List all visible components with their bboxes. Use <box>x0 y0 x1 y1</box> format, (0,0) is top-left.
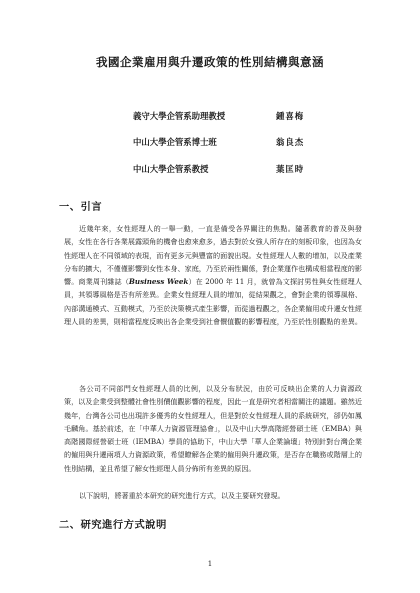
author-line <box>0 136 420 148</box>
body-paragraph <box>64 222 362 328</box>
journal-name: Business Week <box>128 277 189 287</box>
author-name: 鍾喜梅 <box>276 111 305 121</box>
author-line <box>0 163 420 175</box>
paragraph-text: ）在 2000 年 11 月，就曾為文探討男性與女性經理人員，其領導風格是否有所差異。企業女性經理人員的增加，從結果觀之，會對企業的領導風格、內部溝通模式、互動模式，乃至於決策模式產生影響，而從過程觀之，各企業僱用或升遷女性經理人員的差異，則相當程度反映出各企業受到社會價值觀的影響程度，乃至於性別觀點的差異。 <box>64 277 362 327</box>
author-affiliation: 中山大學企管系教授 <box>133 164 209 174</box>
page-number: 1 <box>207 560 213 568</box>
section-heading-introduction: 一、引言 <box>59 201 103 213</box>
paper-title: 我國企業雇用與升遷政策的性別結構與意涵 <box>96 55 324 69</box>
author-name: 翁良杰 <box>276 137 305 147</box>
section-heading-method: 二、研究進行方式說明 <box>59 519 167 531</box>
author-affiliation: 中山大學企管系博士班 <box>133 137 217 147</box>
author-name: 葉匡時 <box>276 164 305 174</box>
author-affiliation: 義守大學企管系助理教授 <box>133 111 226 121</box>
body-paragraph: 各公司不同部門女性經理人員的比例，以及分布狀況，由於可反映出企業的人力資源政策，以及企業受到整體社會性別價值觀影響的程度，因此一直是研究者相當關注的議題。雖然近幾年，台灣各公司也出現許多優秀的女性經理人，但是對於女性經理人員的系統研究，卻仍如鳳毛麟角。基於前述，在「中華人力資源管理協會」，以及中山大學高階經營碩士班（EMBA）與高階國際經營碩士班（IEMBA）學員的協助下，中山大學「華人企業論壇」特別針對台灣企業的僱用與升遷兩項人力資源政策，希望瞭解各企業的僱用與升遷政策，是否存在職務或階層上的性別結構，並且希望了解女性經理人員分佈所有差異的原因。 <box>64 384 362 473</box>
body-paragraph: 以下說明，將著重於本研究的研究進行方式，以及主要研究發現。 <box>79 491 285 500</box>
paragraph-text: 近幾年來，女性經理人的一舉一動，一直是備受各界關注的焦點。隨著教育的普及與發展，女性在各行各業展露頭角的機會也愈來愈多，過去對於女強人所存在的刻板印象，也因為女性經理人在不同領域的表現，而有更多元與豐富的面貌出現。女性經理人人數的增加，以及產業分布的擴大，不僅僅影響到女性本身、家庭，乃至於兩性關係，對企業運作也構成相當程度的影響。商業周刊雜誌（ <box>64 224 362 287</box>
author-line <box>0 110 420 122</box>
